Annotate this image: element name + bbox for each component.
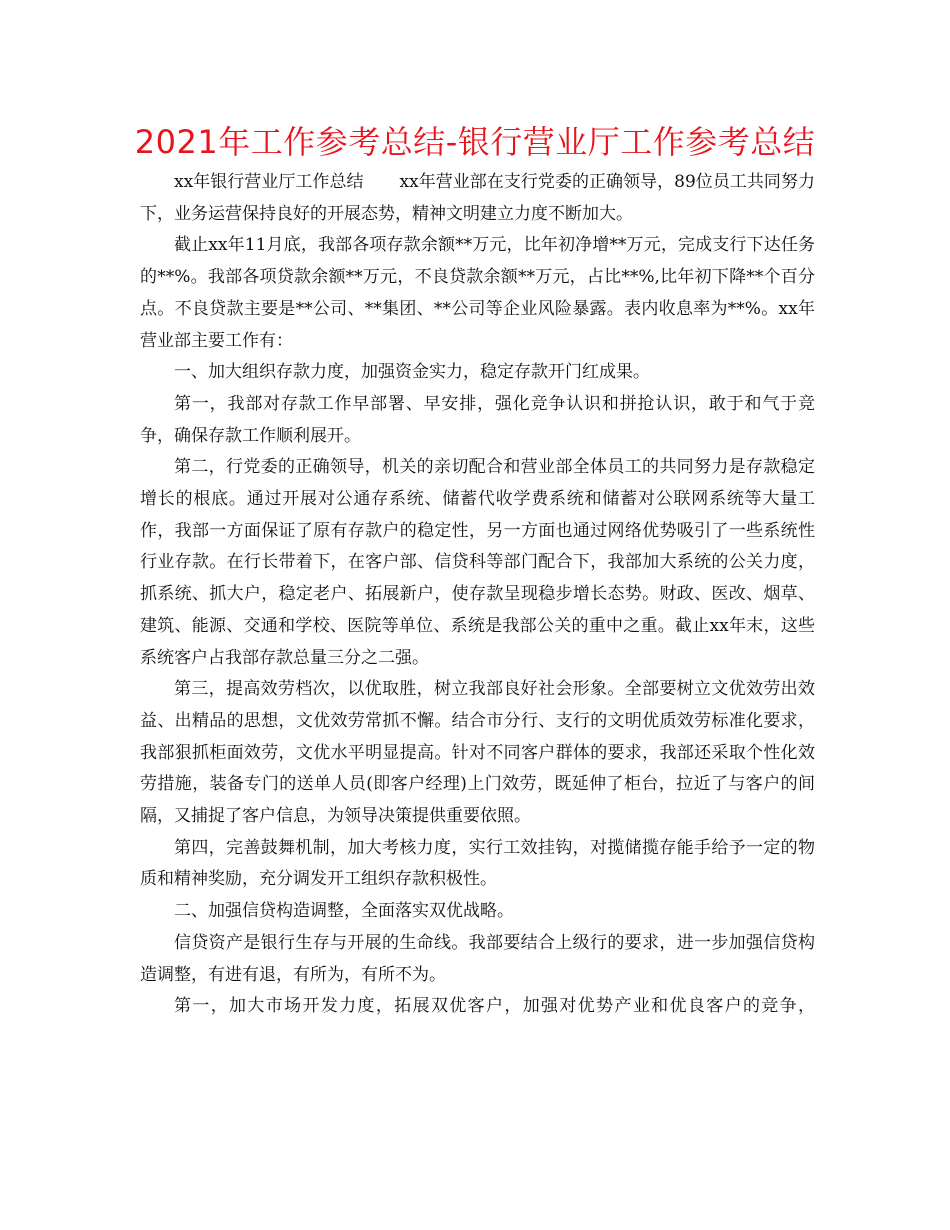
paragraph-third: 第三，提高效劳档次，以优取胜，树立我部良好社会形象。全部要树立文优效劳出效益、出精品的思想，文优效劳常抓不懈。结合市分行、支行的文明优质效劳标准化要求，我部狠抓柜面效劳，文优水平明显提高。针对不同客户群体的要求，我部还采取个性化效劳措施，装备专门的送单人员(即客户经理)上门效劳，既延伸了柜台，拉近了与客户的间隔，又捕捉了客户信息，为领导决策提供重要依照。 bbox=[140, 679, 815, 827]
document-body bbox=[140, 167, 815, 1023]
paragraph-credit-first: 第一，加大市场开发力度，拓展双优客户，加强对优势产业和优良客户的竞争， bbox=[174, 996, 815, 1017]
paragraph-credit-intro: 信贷资产是银行生存与开展的生命线。我部要结合上级行的要求，进一步加强信贷构造调整，有进有退，有所为，有所不为。 bbox=[140, 932, 815, 985]
paragraph-intro bbox=[140, 167, 815, 230]
section-heading-deposits: 一、加大组织存款力度，加强资金实力，稳定存款开门红成果。 bbox=[174, 362, 650, 383]
intro-heading: xx年银行营业厅工作总结 bbox=[174, 172, 364, 192]
paragraph-first: 第一，我部对存款工作早部署、早安排，强化竞争认识和拼抢认识，敢于和气于竞争，确保存款工作顺利展开。 bbox=[140, 393, 815, 446]
intro-text: xx年营业部在支行党委的正确领导，89位员工共同努力下，业务运营保持良好的开展态势，精神文明建立力度不断加大。 bbox=[140, 172, 815, 224]
paragraph-fourth: 第四，完善鼓舞机制，加大考核力度，实行工效挂钩，对揽储揽存能手给予一定的物质和精神奖励，充分调发开工组织存款积极性。 bbox=[140, 837, 815, 890]
paragraph-statistics: 截止xx年11月底，我部各项存款余额**万元，比年初净增**万元，完成支行下达任务的**%。我部各项贷款余额**万元，不良贷款余额**万元，占比**%,比年初下降**个百分点。不良贷款主要是**公司、**集团、**公司等企业风险暴露。表内收息率为**%。xx年营业部主要工作有： bbox=[140, 235, 815, 351]
paragraph-second: 第二，行党委的正确领导，机关的亲切配合和营业部全体员工的共同努力是存款稳定增长的根底。通过开展对公通存系统、储蓄代收学费系统和储蓄对公联网系统等大量工作，我部一方面保证了原有存款户的稳定性，另一方面也通过网络优势吸引了一些系统性行业存款。在行长带着下，在客户部、信贷科等部门配合下，我部加大系统的公关力度，抓系统、抓大户，稳定老户、拓展新户，使存款呈现稳步增长态势。财政、医改、烟草、建筑、能源、交通和学校、医院等单位、系统是我部公关的重中之重。截止xx年末，这些系统客户占我部存款总量三分之二强。 bbox=[140, 457, 815, 668]
page-title: 2021年工作参考总结-银行营业厅工作参考总结 bbox=[134, 123, 816, 161]
section-heading-credit: 二、加强信贷构造调整，全面落实双优战略。 bbox=[174, 901, 514, 922]
